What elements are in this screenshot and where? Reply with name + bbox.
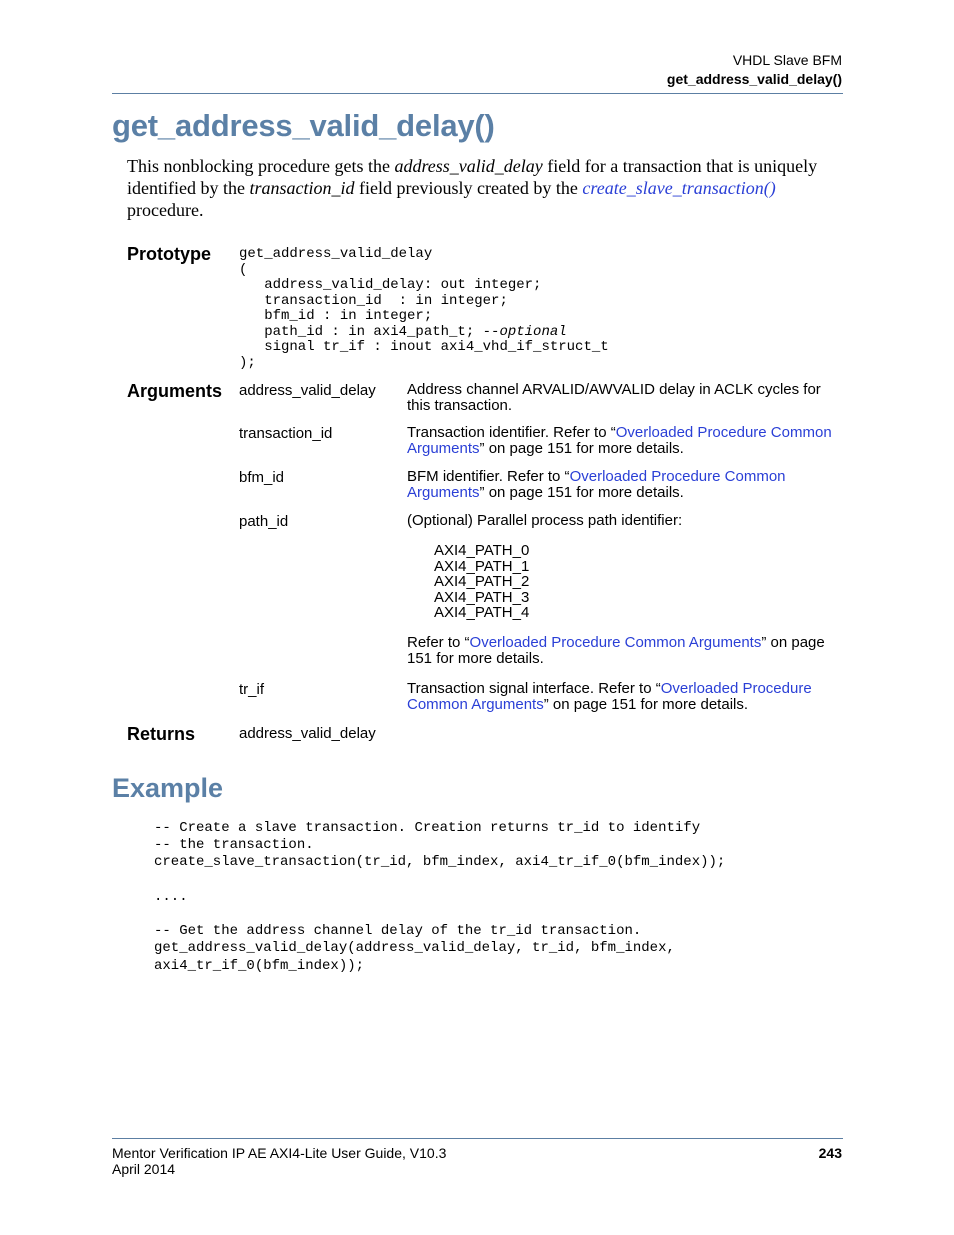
arg-desc-path-id: [407, 513, 847, 667]
arg-desc-transaction-id: [407, 425, 847, 457]
intro-text: field for a transaction that is uniquely identified by the: [127, 156, 818, 198]
arg-name-address-valid-delay: address_valid_delay: [239, 382, 376, 399]
desc-text: Refer to “: [407, 633, 470, 651]
code-line: address_valid_delay: out integer;: [239, 277, 542, 293]
desc-text: BFM identifier. Refer to “: [407, 468, 570, 485]
desc-text: Transaction signal interface. Refer to “: [407, 680, 661, 697]
intro-text: field previously created by the: [354, 178, 583, 198]
path-value: AXI4_PATH_2: [434, 573, 530, 590]
code-line: bfm_id : in integer;: [239, 308, 433, 324]
footer-guide-title: Mentor Verification IP AE AXI4-Lite User Guide, V10.3: [112, 1145, 447, 1161]
intro-paragraph: [127, 155, 847, 221]
footer-info: [112, 1145, 446, 1177]
desc-text: ” on page 151 for more details.: [407, 633, 825, 667]
page-number: 243: [818, 1145, 842, 1161]
running-header-topic: get_address_valid_delay(): [666, 71, 842, 87]
intro-text: This nonblocking procedure gets the: [127, 156, 395, 176]
prototype-code: [239, 247, 609, 371]
desc-text: Transaction identifier. Refer to “: [407, 424, 616, 441]
code-line: path_id : in axi4_path_t; --: [239, 323, 500, 340]
code-line: );: [239, 354, 256, 371]
footer-rule: [112, 1138, 843, 1139]
create-slave-transaction-link[interactable]: create_slave_transaction(): [582, 178, 776, 198]
intro-text: procedure.: [127, 200, 204, 220]
example-heading: Example: [112, 773, 224, 803]
arg-name-transaction-id: transaction_id: [239, 425, 333, 442]
arg-desc-address-valid-delay: Address channel ARVALID/AWVALID delay in ACLK cycles for this transaction.: [407, 381, 821, 414]
arguments-label: Arguments: [127, 381, 223, 401]
path-values-list: [434, 543, 847, 621]
path-value: AXI4_PATH_3: [434, 588, 530, 606]
desc-text: ” on page 151 for more details.: [479, 484, 684, 501]
arg-name-bfm-id: bfm_id: [239, 469, 285, 486]
path-refer-text: [407, 635, 847, 667]
overloaded-args-link[interactable]: Overloaded Procedure Common Arguments: [407, 424, 832, 457]
path-value: AXI4_PATH_0: [434, 542, 530, 559]
intro-field-name: address_valid_delay: [394, 156, 543, 176]
prototype-label: Prototype: [127, 244, 212, 264]
arg-desc-bfm-id: [407, 469, 847, 501]
running-header-section: VHDL Slave BFM: [732, 52, 842, 68]
desc-text: (Optional) Parallel process path identifier:: [407, 512, 683, 529]
overloaded-args-link[interactable]: Overloaded Procedure Common Arguments: [407, 468, 786, 501]
code-line: (: [239, 261, 248, 278]
returns-value: address_valid_delay: [239, 725, 376, 742]
path-value: AXI4_PATH_4: [434, 604, 530, 621]
intro-field-name: transaction_id: [249, 178, 355, 198]
page-title: get_address_valid_delay(): [112, 108, 495, 143]
header-rule: [112, 93, 843, 94]
returns-label: Returns: [127, 724, 196, 744]
arg-desc-tr-if: [407, 681, 847, 713]
path-value: AXI4_PATH_1: [434, 557, 530, 575]
overloaded-args-link[interactable]: Overloaded Procedure Common Arguments: [407, 680, 812, 713]
example-code: -- Create a slave transaction. Creation returns tr_id to identify -- the transaction. create_slave_transaction(tr_id, bfm_index, axi4_tr_if_0(bfm_index)); .... -- Get the address channel delay of the tr_id transaction. get_address_valid_delay(address_valid_delay, tr_id, bfm_index, axi4_tr_if_0(bfm_index));: [154, 820, 726, 974]
code-line: transaction_id : in integer;: [239, 292, 508, 309]
arg-name-path-id: path_id: [239, 513, 289, 530]
overloaded-args-link[interactable]: Overloaded Procedure Common Arguments: [469, 633, 762, 651]
desc-text: ” on page 151 for more details.: [479, 440, 684, 457]
code-line: get_address_valid_delay: [239, 246, 433, 262]
footer-date: April 2014: [112, 1161, 176, 1177]
code-comment: optional: [499, 323, 567, 340]
arg-name-tr-if: tr_if: [239, 681, 265, 698]
code-line: signal tr_if : inout axi4_vhd_if_struct_t: [239, 339, 609, 355]
desc-text: ” on page 151 for more details.: [543, 696, 749, 713]
